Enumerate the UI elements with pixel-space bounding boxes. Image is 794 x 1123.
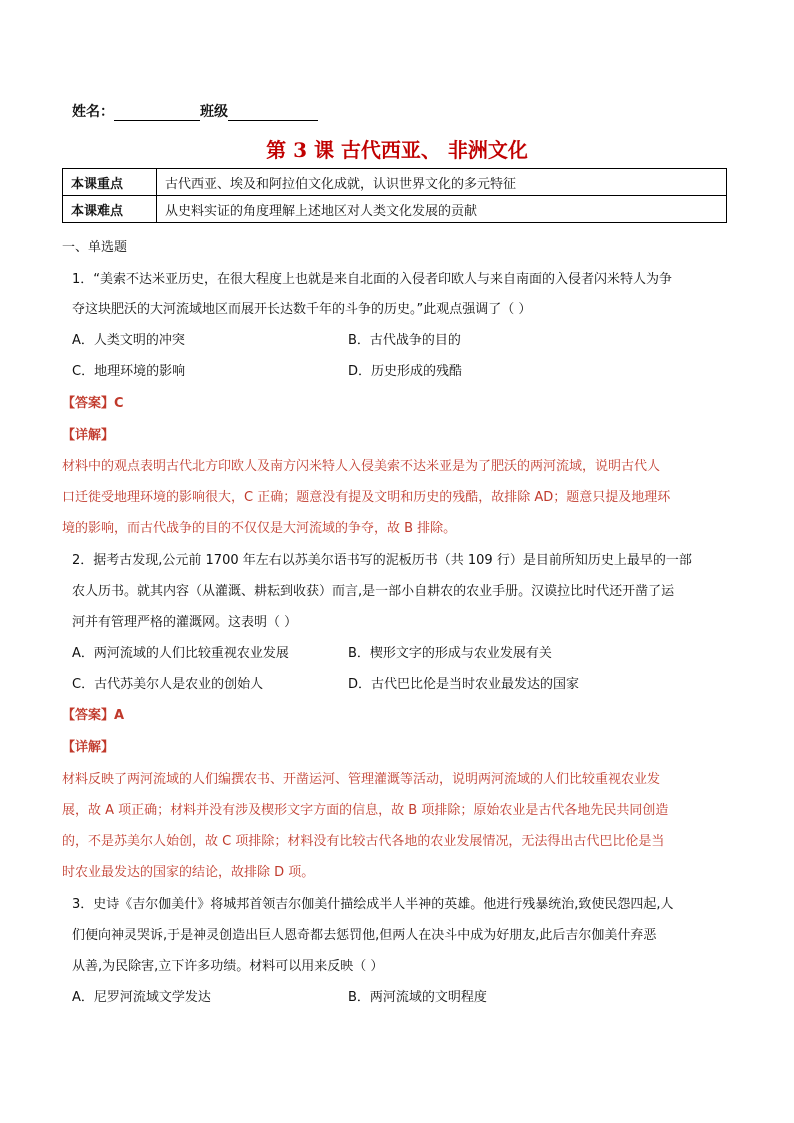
q3-stem-line2: 们便向神灵哭诉,于是神灵创造出巨人恩奇都去惩罚他,但两人在决斗中成为好朋友,此后吉尔伽美什弃恶 (72, 928, 657, 943)
q2-detail-line2: 展，故 A 项正确；材料并没有涉及楔形文字方面的信息，故 B 项排除；原始农业是古代各地先民共同创造 (62, 803, 669, 818)
lesson-focus-table (62, 168, 727, 223)
table-row (63, 196, 727, 223)
q1-answer: 【答案】C (62, 396, 124, 411)
q2-option-c: C．古代苏美尔人是农业的创始人 (72, 677, 264, 692)
q1-option-a: A．人类文明的冲突 (72, 333, 185, 348)
key-points-text: 古代西亚、埃及和阿拉伯文化成就，认识世界文化的多元特征 (157, 169, 727, 196)
q1-option-b: B．古代战争的目的 (348, 333, 461, 348)
q2-answer: 【答案】A (62, 708, 125, 723)
lesson-title: 第 3 课 古代西亚、 非洲文化 (266, 138, 528, 162)
q1-detail-line3: 境的影响，而古代战争的目的不仅仅是大河流域的争夺，故 B 排除。 (62, 521, 457, 536)
q2-detail-line1: 材料反映了两河流域的人们编撰农书、开凿运河、管理灌溉等活动，说明两河流域的人们比较重视农业发 (62, 772, 661, 787)
q2-detail-label: 【详解】 (62, 740, 115, 755)
section-title: 一、单选题 (62, 240, 128, 255)
key-points-label: 本课重点 (63, 169, 157, 196)
class-label: 班级 (200, 104, 228, 120)
difficult-points-label: 本课难点 (63, 196, 157, 223)
q1-detail-label: 【详解】 (62, 428, 115, 443)
q1-detail-line2: 口迁徙受地理环境的影响很大，C 正确；题意没有提及文明和历史的残酷，故排除 AD；题意只提及地理环 (62, 490, 671, 505)
name-label: 姓名： (72, 104, 114, 120)
q2-option-a: A．两河流域的人们比较重视农业发展 (72, 646, 289, 661)
class-blank[interactable] (228, 106, 318, 121)
name-blank[interactable] (114, 106, 200, 121)
q2-detail-line4: 时农业最发达的国家的结论，故排除 D 项。 (62, 865, 315, 880)
q3-option-a: A．尼罗河流域文学发达 (72, 990, 211, 1005)
q2-stem-line2: 农人历书。就其内容（从灌溉、耕耘到收获）而言,是一部小自耕农的农业手册。汉谟拉比时代还开凿了运 (72, 584, 675, 599)
q2-stem-line1: 2．据考古发现,公元前 1700 年左右以苏美尔语书写的泥板历书（共 109 行）是目前所知历史上最早的一部 (72, 553, 692, 568)
q2-option-b: B．楔形文字的形成与农业发展有关 (348, 646, 552, 661)
name-class-line (72, 101, 318, 121)
q1-detail-line1: 材料中的观点表明古代北方印欧人及南方闪米特人入侵美索不达米亚是为了肥沃的两河流域，说明古代人 (62, 459, 661, 474)
difficult-points-text: 从史料实证的角度理解上述地区对人类文化发展的贡献 (157, 196, 727, 223)
q1-option-d: D．历史形成的残酷 (348, 364, 463, 379)
q1-stem-line2: 夺这块肥沃的大河流域地区而展开长达数千年的斗争的历史。”此观点强调了（ ） (72, 302, 532, 317)
q1-stem-line1: 1．“美索不达米亚历史，在很大程度上也就是来自北面的入侵者印欧人与来自南面的入侵者闪米特人为争 (72, 272, 673, 287)
q2-stem-line3: 河并有管理严格的灌溉网。这表明（ ） (72, 615, 298, 630)
q2-detail-line3: 的，不是苏美尔人始创，故 C 项排除；材料没有比较古代各地的农业发展情况，无法得出古代巴比伦是当 (62, 834, 665, 849)
q3-option-b: B．两河流域的文明程度 (348, 990, 487, 1005)
q1-option-c: C．地理环境的影响 (72, 364, 186, 379)
q3-stem-line1: 3．史诗《吉尔伽美什》将城邦首领吉尔伽美什描绘成半人半神的英雄。他进行残暴统治,致使民怨四起,人 (72, 897, 674, 912)
q3-stem-line3: 从善,为民除害,立下许多功绩。材料可以用来反映（ ） (72, 959, 384, 974)
q2-option-d: D．古代巴比伦是当时农业最发达的国家 (348, 677, 580, 692)
table-row (63, 169, 727, 196)
